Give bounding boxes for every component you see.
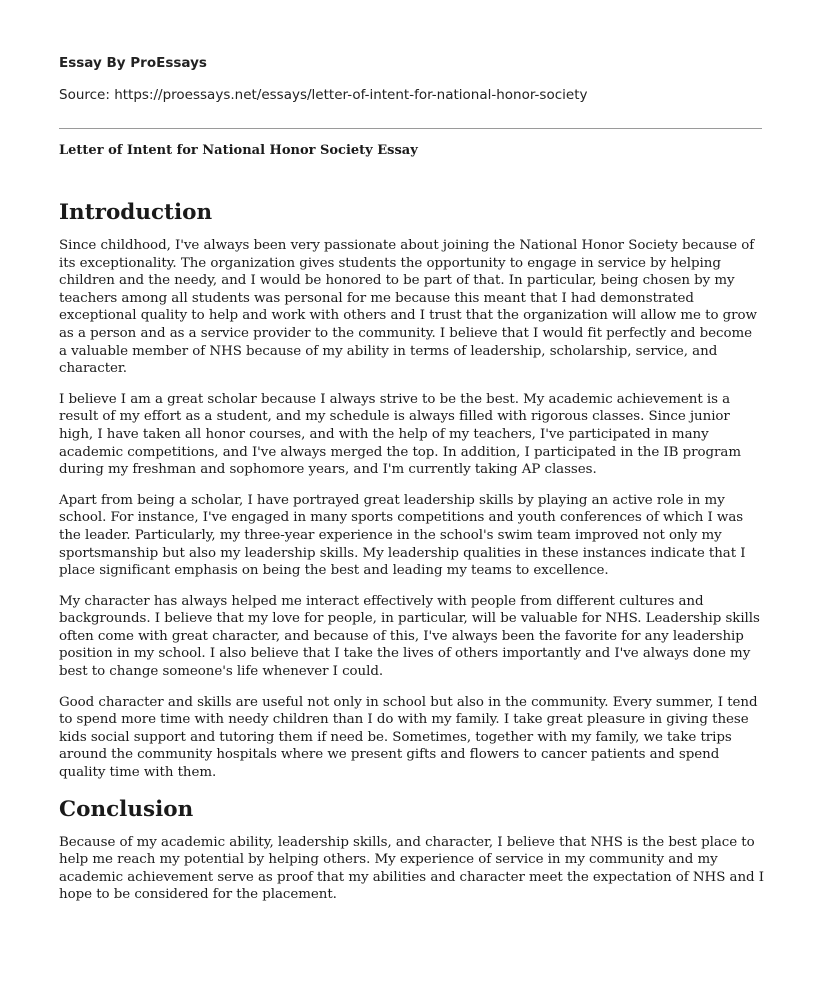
document-title: Letter of Intent for National Honor Society Essay xyxy=(59,143,418,158)
essay-body xyxy=(59,198,764,917)
paragraph: I believe I am a great scholar because I always strive to be the best. My academic achievement is a result of my effort as a student, and my schedule is always filled with rigorous classes. Since junior high, I have taken all honor courses, and with the help of my teachers, I've participated in many academic competitions, and I've always merged the top. In addition, I participated in the IB program during my freshman and sophomore years, and I'm currently taking AP classes. xyxy=(59,391,741,478)
essay-byline: Essay By ProEssays xyxy=(59,55,207,71)
paragraph: Apart from being a scholar, I have portrayed great leadership skills by playing an active role in my school. For instance, I've engaged in many sports competitions and youth conferences of which I was the leader. Particularly, my three-year experience in the school's swim team improved not only my sportsmanship but also my leadership skills. My leadership qualities in these instances indicate that I place significant emphasis on being the best and leading my teams to excellence. xyxy=(59,492,746,579)
header-divider xyxy=(59,128,762,129)
paragraph: Since childhood, I've always been very passionate about joining the National Honor Society because of its exceptionality. The organization gives students the opportunity to engage in service by helping children and the needy, and I would be honored to be part of that. In particular, being chosen by my teachers among all students was personal for me because this meant that I had demonstrated exceptional quality to help and work with others and I trust that the organization will allow me to grow as a person and as a service provider to the community. I believe that I would fit perfectly and become a valuable member of NHS because of my ability in terms of leadership, scholarship, service, and character. xyxy=(59,238,757,377)
paragraph: Good character and skills are useful not only in school but also in the community. Every summer, I tend to spend more time with needy children than I do with my family. I take great pleasure in giving these kids social support and tutoring them if need be. Sometimes, together with my family, we take trips around the community hospitals where we present gifts and flowers to cancer patients and spend quality time with them. xyxy=(59,694,758,781)
essay-source: Source: https://proessays.net/essays/letter-of-intent-for-national-honor-society xyxy=(59,87,588,103)
section-heading-introduction: Introduction xyxy=(59,200,213,225)
section-heading-conclusion: Conclusion xyxy=(59,796,194,822)
paragraph: My character has always helped me interact effectively with people from different cultures and backgrounds. I believe that my love for people, in particular, will be valuable for NHS. Leadership skills often come with great character, and because of this, I've always been the favorite for any leadership position in my school. I also believe that I take the lives of others importantly and I've always done my best to change someone's life whenever I could. xyxy=(59,593,760,680)
paragraph: Because of my academic ability, leadership skills, and character, I believe that NHS is the best place to help me reach my potential by helping others. My experience of service in my community and my academic achievement serve as proof that my abilities and character meet the expectation of NHS and I hope to be considered for the placement. xyxy=(59,834,764,903)
